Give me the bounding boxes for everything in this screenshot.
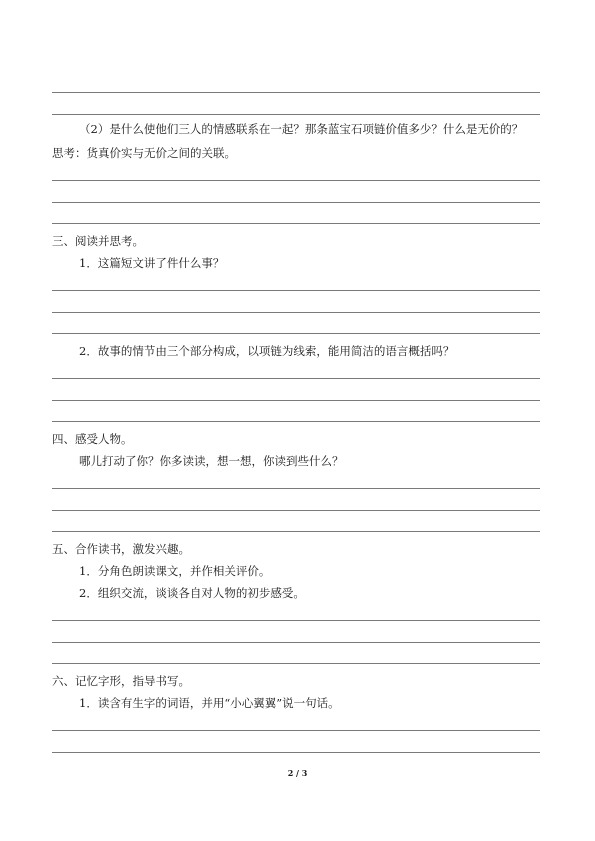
- answer-line: [52, 620, 540, 621]
- answer-line: [52, 290, 540, 291]
- section-5-title: 五、合作读书，激发兴趣。: [52, 542, 190, 556]
- answer-line: [52, 663, 540, 664]
- answer-line: [52, 180, 540, 181]
- answer-line: [52, 312, 540, 313]
- answer-line: [52, 510, 540, 511]
- answer-line: [52, 642, 540, 643]
- section-3-question-1: 1．这篇短文讲了件什么事？: [79, 256, 225, 270]
- answer-line: [52, 114, 540, 115]
- answer-line: [52, 488, 540, 489]
- section-5-question-2: 2．组织交流，谈谈各自对人物的初步感受。: [79, 586, 305, 600]
- section-6-title: 六、记忆字形，指导书写。: [52, 674, 190, 688]
- section-6-question-1: 1．读含有生字的词语，并用“小心翼翼”说一句话。: [79, 696, 340, 710]
- answer-line: [52, 202, 540, 203]
- answer-line: [52, 421, 540, 422]
- section-5-question-1: 1．分角色朗读课文，并作相关评价。: [79, 564, 271, 578]
- question-2-prompt: （2）是什么使他们三人的情感联系在一起？那条蓝宝石项链价值多少？什么是无价的？: [79, 122, 524, 136]
- answer-line: [52, 378, 540, 379]
- answer-line: [52, 752, 540, 753]
- page-number: 2 / 3: [287, 768, 308, 778]
- answer-line: [52, 223, 540, 224]
- section-3-title: 三、阅读并思考。: [52, 234, 144, 248]
- answer-line: [52, 730, 540, 731]
- answer-line: [52, 400, 540, 401]
- answer-line: [52, 531, 540, 532]
- answer-line: [52, 92, 540, 93]
- question-2-think: 思考：货真价实与无价之间的关联。: [52, 146, 236, 160]
- section-4-title: 四、感受人物。: [52, 432, 133, 446]
- section-3-question-2: 2．故事的情节由三个部分构成，以项链为线索，能用简洁的语言概括吗？: [79, 344, 455, 358]
- section-4-question-1: 哪儿打动了你？你多读读，想一想，你读到些什么？: [79, 454, 344, 468]
- answer-line: [52, 333, 540, 334]
